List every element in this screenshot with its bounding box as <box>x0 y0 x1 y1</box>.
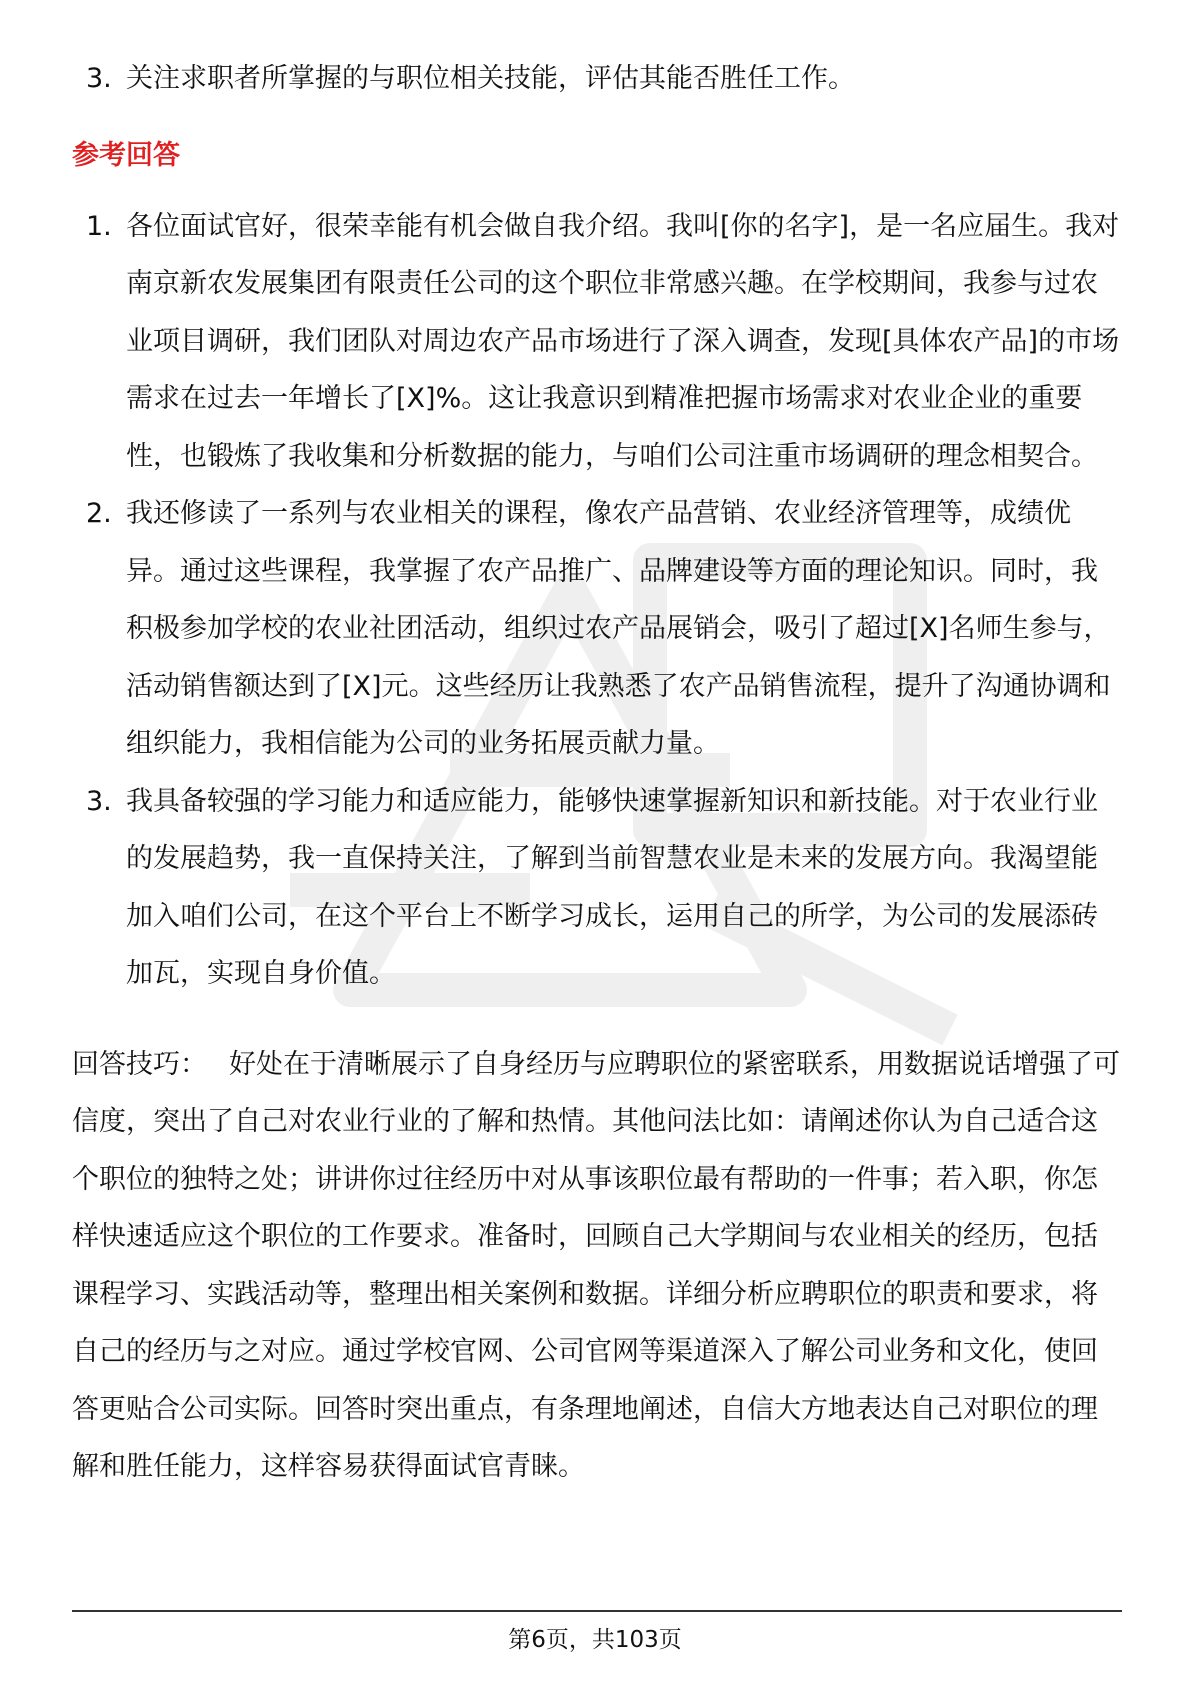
item-text: 关注求职者所掌握的与职位相关技能，评估其能否胜任工作。 <box>126 63 855 94</box>
item-number: 1. <box>86 210 112 242</box>
document-body <box>72 50 1122 1496</box>
answer-item-1 <box>72 198 1122 486</box>
item-number: 2. <box>86 498 112 529</box>
item-text: 我具备较强的学习能力和适应能力，能够快速掌握新知识和新技能。对于农业行业的发展趋势，我一直保持关注，了解到当前智慧农业是未来的发展方向。我渴望能加入咱们公司，在这个平台上不断学习成长，运用自己的所学，为公司的发展添砖加瓦，实现自身价值。 <box>126 785 1098 989</box>
tips-label: 回答技巧： <box>72 1048 207 1080</box>
page-number: 第6页，共103页 <box>508 1627 682 1653</box>
item-text: 我还修读了一系列与农业相关的课程，像农产品营销、农业经济管理等，成绩优异。通过这些课程，我掌握了农产品推广、品牌建设等方面的理论知识。同时，我积极参加学校的农业社团活动，组织过农产品展销会，吸引了超过[X]名师生参与，活动销售额达到了[X]元。这些经历让我熟悉了农产品销售流程，提升了沟通协调和组织能力，我相信能为公司的业务拓展贡献力量。 <box>126 498 1111 759</box>
question-item-3 <box>72 50 1122 108</box>
item-number: 3. <box>86 785 112 817</box>
question-list-tail <box>72 50 1122 108</box>
item-number: 3. <box>86 63 112 94</box>
footer-divider <box>72 1610 1122 1612</box>
answer-tips <box>72 1036 1122 1496</box>
tips-text: 好处在于清晰展示了自身经历与应聘职位的紧密联系，用数据说话增强了可信度，突出了自己对农业行业的了解和热情。其他问法比如：请阐述你认为自己适合这个职位的独特之处；讲讲你过往经历中对从事该职位最有帮助的一件事；若入职，你怎样快速适应这个职位的工作要求。准备时，回顾自己大学期间与农业相关的经历，包括课程学习、实践活动等，整理出相关案例和数据。详细分析应聘职位的职责和要求，将自己的经历与之对应。通过学校官网、公司官网等渠道深入了解公司业务和文化，使回答更贴合公司实际。回答时突出重点，有条理地阐述，自信大方地表达自己对职位的理解和胜任能力，这样容易获得面试官青睐。 <box>72 1048 1120 1482</box>
answer-list <box>72 198 1122 1003</box>
answer-item-3 <box>72 773 1122 1003</box>
item-text: 各位面试官好，很荣幸能有机会做自我介绍。我叫[你的名字]，是一名应届生。我对南京新农发展集团有限责任公司的这个职位非常感兴趣。在学校期间，我参与过农业项目调研，我们团队对周边农产品市场进行了深入调查，发现[具体农产品]的市场需求在过去一年增长了[X]%。这让我意识到精准把握市场需求对农业企业的重要性，也锻炼了我收集和分析数据的能力，与咱们公司注重市场调研的理念相契合。 <box>126 210 1120 472</box>
answer-item-2 <box>72 485 1122 773</box>
reference-answer-heading: 参考回答 <box>72 139 180 171</box>
